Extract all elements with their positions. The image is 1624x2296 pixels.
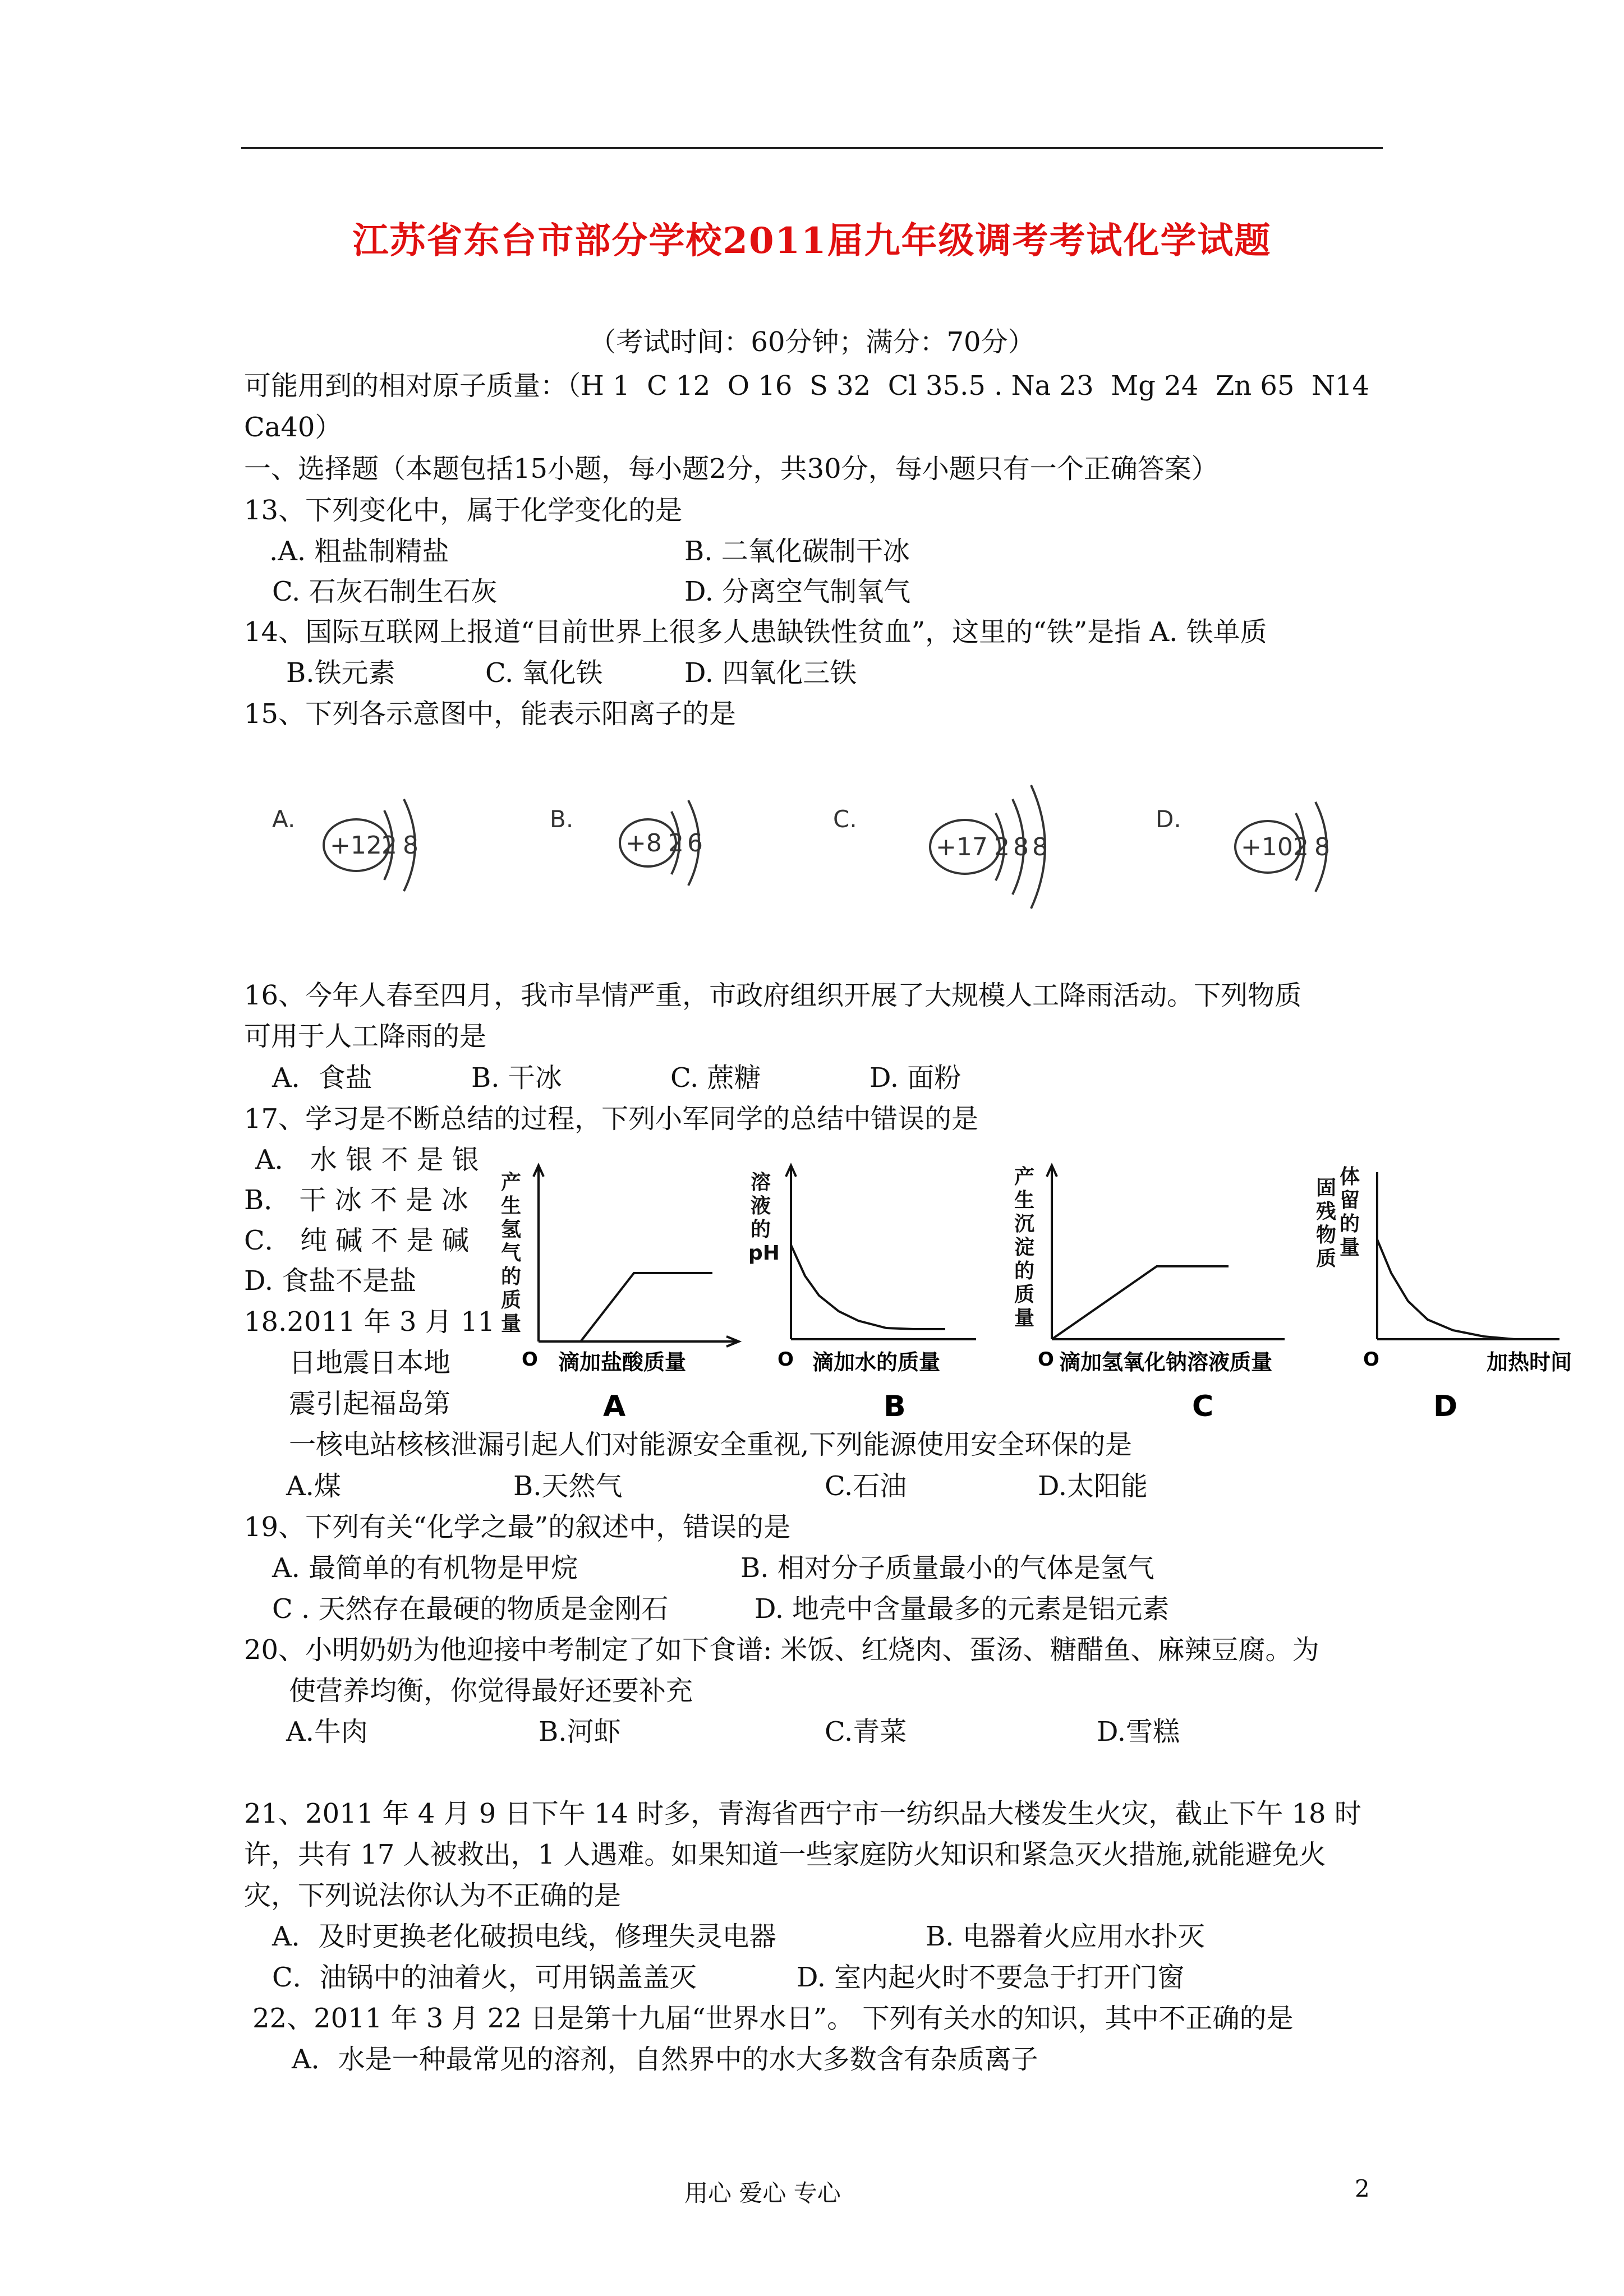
q14-option-b: B.铁元素	[286, 657, 395, 689]
q13-stem: 13、下列变化中，属于化学变化的是	[244, 495, 683, 526]
y-label-char: 液	[751, 1195, 771, 1218]
graph-c	[1010, 1161, 1358, 1430]
header-rule	[241, 147, 1383, 149]
atomic-mass-line-2: Ca40）	[244, 412, 342, 443]
section-heading: 一、选择题（本题包括15小题，每小题2分，共30分，每小题只有一个正确答案）	[244, 453, 1218, 485]
shell-electrons: 2	[1293, 833, 1309, 861]
q19-option-a: A. 最简单的有机物是甲烷	[272, 1552, 578, 1584]
nucleus-charge: +8	[625, 829, 662, 857]
q20-option-d: D.雪糕	[1097, 1716, 1180, 1748]
q16-option-d: D. 面粉	[869, 1062, 961, 1094]
shell-electrons: 2	[994, 833, 1010, 861]
q21-option-d: D. 室内起火时不要急于打开门窗	[797, 1962, 1185, 1993]
q18-stem-1: 18.2011 年 3 月 11	[244, 1306, 495, 1338]
q18-stem-3: 震引起福岛第	[289, 1388, 451, 1419]
atom-diagram-d	[1153, 777, 1366, 906]
y-axis-label	[748, 1171, 780, 1265]
shell-electrons: 2	[668, 829, 684, 857]
y-label-char: 产	[501, 1171, 522, 1194]
y-label-char: 留	[1340, 1189, 1360, 1212]
q14-stem: 14、国际互联网上报道“目前世界上很多人患缺铁性贫血”，这里的“铁”是指 A. 铁单质	[244, 616, 1267, 648]
y-label-char: 的	[1340, 1212, 1360, 1235]
q21-option-a: A．及时更换老化破损电线，修理失灵电器	[272, 1921, 776, 1952]
q19-option-d: D. 地壳中含量最多的元素是铝元素	[755, 1593, 1170, 1625]
y-label-char: 量	[1340, 1236, 1360, 1259]
q19-option-c: C . 天然存在最硬的物质是金刚石	[272, 1593, 669, 1625]
y-label-char: 质	[1316, 1247, 1337, 1270]
origin-label: O	[1363, 1348, 1379, 1371]
q22-option-a: A．水是一种最常见的溶剂，自然界中的水大多数含有杂质离子	[292, 2044, 1038, 2075]
shell-electrons: 2	[381, 831, 397, 860]
x-axis-label: 滴加盐酸质量	[558, 1350, 687, 1375]
atom-diagram-b	[547, 777, 738, 906]
nucleus-charge: +10	[1241, 833, 1293, 861]
q13-option-c: C. 石灰石制生石灰	[272, 576, 498, 607]
q17-option-b: B． 干 冰 不 是 冰	[244, 1184, 468, 1216]
y-label-char: 质	[1014, 1283, 1035, 1306]
graph-letter: A	[603, 1390, 626, 1423]
y-label-char: 体	[1340, 1165, 1360, 1188]
q16-option-c: C. 蔗糖	[670, 1062, 761, 1094]
graph-letter: C	[1192, 1390, 1214, 1423]
q20-option-b: B.河虾	[539, 1716, 621, 1748]
diagram-label: C.	[833, 805, 857, 833]
q14-option-c: C. 氧化铁	[485, 657, 603, 689]
q18-option-d: D.太阳能	[1038, 1470, 1148, 1502]
page-number: 2	[1355, 2175, 1370, 2202]
y-label-char: 质	[501, 1289, 522, 1312]
q17-option-c: C． 纯 碱 不 是 碱	[244, 1225, 470, 1256]
graph-d	[1313, 1161, 1616, 1430]
curve	[581, 1273, 712, 1341]
q19-stem: 19、下列有关“化学之最”的叙述中，错误的是	[244, 1511, 791, 1543]
y-label-char: pH	[748, 1242, 780, 1265]
q20-stem-2: 使营养均衡，你觉得最好还要补充	[289, 1675, 693, 1707]
q18-option-a: A.煤	[286, 1470, 341, 1502]
x-axis-label: 滴加氢氧化钠溶液质量	[1059, 1350, 1273, 1375]
curve	[1052, 1266, 1229, 1339]
origin-label: O	[778, 1348, 794, 1371]
q14-option-d: D. 四氧化三铁	[684, 657, 857, 689]
diagram-label: B.	[550, 805, 574, 833]
q16-option-b: B. 干冰	[471, 1062, 562, 1094]
q16-stem-2: 可用于人工降雨的是	[244, 1021, 487, 1052]
q22-stem: 22、2011 年 3 月 22 日是第十九届“世界水日”。 下列有关水的知识，其中不正确的是	[252, 2003, 1294, 2034]
curve	[1377, 1239, 1515, 1339]
y-label-char: 的	[1014, 1260, 1035, 1283]
x-axis-label: 滴加水的质量	[812, 1350, 941, 1375]
y-label-char: 的	[501, 1265, 522, 1288]
q21-stem-2: 许，共有 17 人被救出，1 人遇难。如果知道一些家庭防火知识和紧急灭火措施,就能避免火	[244, 1839, 1326, 1870]
x-axis-label: 加热时间	[1487, 1350, 1572, 1375]
shell-electrons: 6	[687, 829, 703, 857]
q17-stem: 17、学习是不断总结的过程，下列小军同学的总结中错误的是	[244, 1103, 979, 1135]
nucleus-charge: +17	[936, 833, 988, 861]
atom-diagram-c	[830, 763, 1088, 925]
q13-option-a: .A. 粗盐制精盐	[269, 536, 449, 567]
y-axis-label	[1014, 1165, 1034, 1330]
y-label-char: 固	[1316, 1177, 1337, 1200]
y-axis-label	[501, 1170, 521, 1335]
y-label-char: 量	[1014, 1307, 1035, 1330]
origin-label: O	[522, 1348, 538, 1371]
q20-option-a: A.牛肉	[286, 1716, 368, 1748]
shell-electrons: 8	[1032, 833, 1048, 861]
y-label-char: 淀	[1014, 1236, 1035, 1259]
q19-option-b: B. 相对分子质量最小的气体是氢气	[740, 1552, 1154, 1584]
q18-option-c: C.石油	[825, 1470, 907, 1502]
graph-b	[746, 1161, 1004, 1430]
curve	[791, 1245, 945, 1329]
q17-option-a: A． 水 银 不 是 银	[255, 1144, 479, 1175]
graph-letter: D	[1433, 1390, 1458, 1423]
diagram-label: A.	[272, 805, 296, 833]
y-label-char: 氢	[501, 1218, 522, 1241]
y-label-char: 生	[1014, 1189, 1035, 1212]
graph-a	[496, 1161, 749, 1430]
footer-motto: 用心 爱心 专心	[684, 2179, 841, 2207]
q18-stem-2: 日地震日本地	[289, 1347, 451, 1378]
q21-option-c: C．油锅中的油着火，可用锅盖盖灭	[272, 1962, 697, 1993]
y-label-char: 生	[501, 1195, 522, 1218]
exam-info: （考试时间：60分钟；满分：70分）	[589, 326, 1035, 358]
nucleus-charge: +12	[330, 831, 382, 860]
y-label-char: 产	[1014, 1165, 1035, 1188]
q16-stem-1: 16、今年人春至四月，我市旱情严重，市政府组织开展了大规模人工降雨活动。下列物质	[244, 980, 1302, 1011]
atomic-mass-line-1: 可能用到的相对原子质量：（H 1 C 12 O 16 S 32 Cl 35.5 . Na 23 Mg 24 Zn 65 N14	[244, 370, 1370, 402]
y-label-char: 的	[751, 1218, 771, 1241]
q21-option-b: B. 电器着火应用水扑灭	[926, 1921, 1205, 1952]
atom-diagram-a	[269, 777, 471, 906]
q13-option-b: B. 二氧化碳制干冰	[684, 536, 910, 567]
q13-option-d: D. 分离空气制氧气	[684, 576, 911, 607]
q18-stem-4: 一核电站核核泄漏引起人们对能源安全重视,下列能源使用安全环保的是	[289, 1429, 1133, 1460]
y-label-char: 沉	[1014, 1212, 1035, 1235]
q18-option-b: B.天然气	[513, 1470, 623, 1502]
q17-option-d: D. 食盐不是盐	[244, 1265, 417, 1297]
q16-option-a: A．食盐	[272, 1062, 372, 1094]
page-title: 江苏省东台市部分学校2011届九年级调考考试化学试题	[352, 220, 1272, 262]
shell-electrons: 8	[1314, 833, 1330, 861]
y-label-char: 溶	[751, 1171, 771, 1194]
graph-letter: B	[884, 1390, 906, 1423]
q20-stem-1: 20、小明奶奶为他迎接中考制定了如下食谱: 米饭、红烧肉、蛋汤、糖醋鱼、麻辣豆腐。为	[244, 1634, 1319, 1666]
origin-label: O	[1038, 1348, 1054, 1371]
q15-stem: 15、下列各示意图中，能表示阳离子的是	[244, 698, 737, 730]
y-axis-label	[1316, 1165, 1360, 1270]
y-label-char: 物	[1316, 1224, 1337, 1247]
diagram-label: D.	[1156, 805, 1181, 833]
y-label-char: 量	[501, 1312, 522, 1335]
shell-electrons: 8	[403, 831, 418, 860]
y-label-char: 气	[501, 1242, 522, 1265]
y-label-char: 残	[1316, 1200, 1337, 1223]
q21-stem-3: 灾，下列说法你认为不正确的是	[244, 1880, 622, 1911]
q20-option-c: C.青菜	[825, 1716, 907, 1748]
q21-stem-1: 21、2011 年 4 月 9 日下午 14 时多，青海省西宁市一纺织品大楼发生火灾，截止下午 18 时	[244, 1798, 1361, 1829]
shell-electrons: 8	[1013, 833, 1029, 861]
